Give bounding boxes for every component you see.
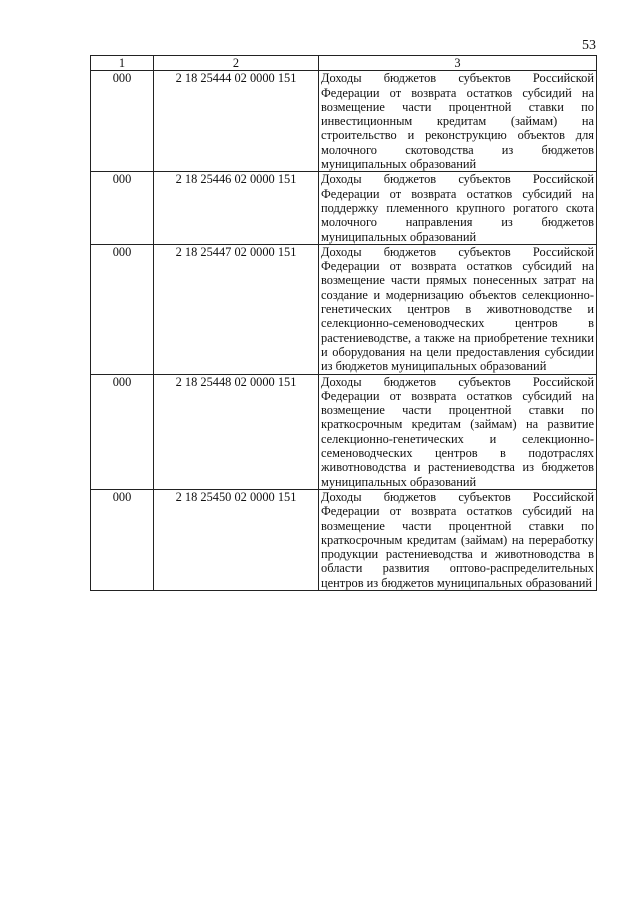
table-row (91, 244, 597, 374)
budget-code-cell: 2 18 25446 02 0000 151 (154, 172, 319, 244)
table-row (91, 489, 597, 590)
admin-code-cell: 000 (91, 244, 154, 374)
description-cell: Доходы бюджетов субъектов Российской Федерации от возврата остатков субсидий на возмещение части процентной ставки по краткосрочным кредитам (займам) на переработку продукции растениеводства и животноводства в области развития оптово-распределительных центров из бюджетов муниципальных образований (319, 489, 597, 590)
description-cell: Доходы бюджетов субъектов Российской Федерации от возврата остатков субсидий на поддержку племенного крупного рогатого скота молочного направления из бюджетов муниципальных образований (319, 172, 597, 244)
description-cell: Доходы бюджетов субъектов Российской Федерации от возврата остатков субсидий на возмещение части прямых понесенных затрат на создание и модернизацию объектов селекционно-генетических центров в животноводстве и селекционно-семеноводческих центров в растениеводстве, а также на приобретение техники и оборудования на цели предоставления субсидии из бюджетов муниципальных образований (319, 244, 597, 374)
admin-code-cell: 000 (91, 71, 154, 172)
table-row (91, 374, 597, 489)
budget-code-cell: 2 18 25448 02 0000 151 (154, 374, 319, 489)
table-row (91, 71, 597, 172)
description-cell: Доходы бюджетов субъектов Российской Федерации от возврата остатков субсидий на возмещение части процентной ставки по краткосрочным кредитам (займам) на развитие селекционно-генетических и селекционно-семеноводческих центров в подотраслях животноводства и растениеводства из бюджетов муниципальных образований (319, 374, 597, 489)
description-cell: Доходы бюджетов субъектов Российской Федерации от возврата остатков субсидий на возмещение части процентной ставки по инвестиционным кредитам (займам) на строительство и реконструкцию объектов для молочного скотоводства из бюджетов муниципальных образований (319, 71, 597, 172)
column-header-1: 1 (91, 56, 154, 71)
admin-code-cell: 000 (91, 489, 154, 590)
budget-code-cell: 2 18 25444 02 0000 151 (154, 71, 319, 172)
table-header-row (91, 56, 597, 71)
page-number: 53 (582, 38, 596, 53)
table-row (91, 172, 597, 244)
budget-code-cell: 2 18 25447 02 0000 151 (154, 244, 319, 374)
column-header-3: 3 (319, 56, 597, 71)
admin-code-cell: 000 (91, 172, 154, 244)
admin-code-cell: 000 (91, 374, 154, 489)
budget-codes-table (90, 55, 597, 591)
column-header-2: 2 (154, 56, 319, 71)
budget-code-cell: 2 18 25450 02 0000 151 (154, 489, 319, 590)
